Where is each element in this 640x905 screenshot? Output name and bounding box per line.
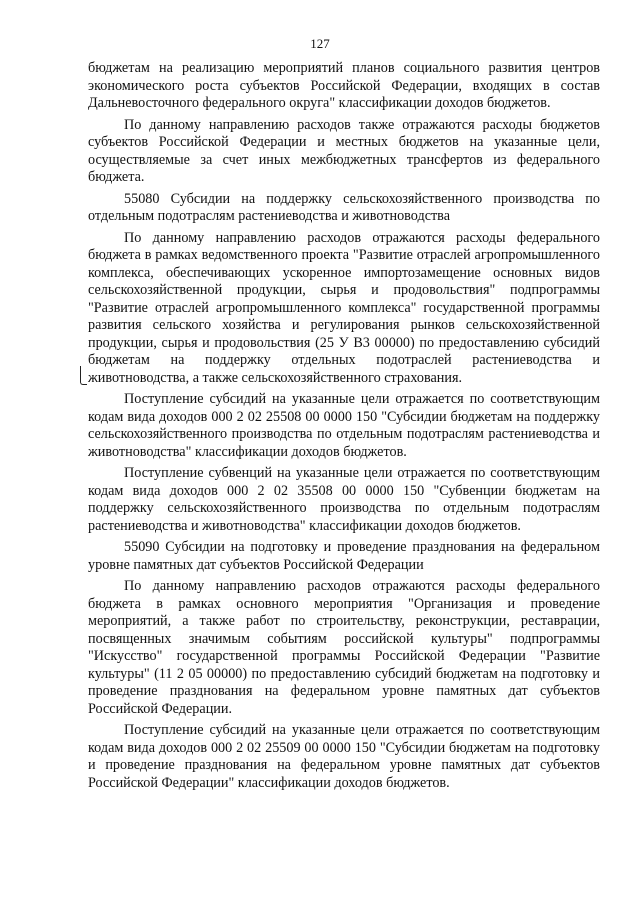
- section-heading-55090: 55090 Субсидии на подготовку и проведение празднования на федеральном уровне памятных дат субъектов Российской Федерации: [88, 539, 600, 573]
- document-body: [88, 60, 600, 796]
- page-number: 127: [310, 36, 330, 51]
- paragraph: По данному направлению расходов отражаются расходы федерального бюджета в рамках ведомственного проекта "Развитие отраслей агропромышленного комплекса, обеспечивающих ускоренное импортозамещение основных видов сельскохозяйственной продукции, сырья и продовольствия" подпрограммы "Развитие отраслей агропромышленного комплекса" государственной программы развития сельского хозяйства и регулирования рынков сельскохозяйственной продукции, сырья и продовольствия (25 У В3 00000) по предоставлению субсидий бюджетам на поддержку отдельных подотраслей растениеводства и животноводства, а также сельскохозяйственного страхования.: [88, 229, 600, 386]
- paragraph: По данному направлению расходов также отражаются расходы бюджетов субъектов Российской Федерации и местных бюджетов на указанные цели, осуществляемые за счет иных межбюджетных трансфертов из федерального бюджета.: [88, 116, 600, 185]
- paragraph: Поступление субсидий на указанные цели отражается по соответствующим кодам вида доходов 000 2 02 25509 00 0000 150 "Субсидии бюджетам на подготовку и проведение празднования на федеральном уровне памятных дат субъектов Российской Федерации" классификации доходов бюджетов.: [88, 722, 600, 791]
- paragraph: Поступление субсидий на указанные цели отражается по соответствующим кодам вида доходов 000 2 02 25508 00 0000 150 "Субсидии бюджетам на поддержку сельскохозяйственного производства по отдельным подотраслям растениеводства и животноводства" классификации доходов бюджетов.: [88, 391, 600, 460]
- section-heading-55080: 55080 Субсидии на поддержку сельскохозяйственного производства по отдельным подотраслям растениеводства и животноводства: [88, 190, 600, 224]
- margin-bracket-mark: [80, 366, 87, 385]
- paragraph: По данному направлению расходов отражаются расходы федерального бюджета в рамках основного мероприятия "Организация и проведение мероприятий, а также работ по строительству, реконструкции, реставрации, посвященных значимым событиям российской культуры" подпрограммы "Искусство" государственной программы Российской Федерации "Развитие культуры" (11 2 05 00000) по предоставлению субсидий бюджетам на подготовку и проведение празднования на федеральном уровне памятных дат субъектов Российской Федерации.: [88, 578, 600, 717]
- paragraph: Поступление субвенций на указанные цели отражается по соответствующим кодам вида доходов 000 2 02 35508 00 0000 150 "Субвенции бюджетам на поддержку сельскохозяйственного производства по отдельным подотраслям растениеводства и животноводства" классификации доходов бюджетов.: [88, 465, 600, 534]
- paragraph-continuation: бюджетам на реализацию мероприятий планов социального развития центров экономического роста субъектов Российской Федерации, входящих в состав Дальневосточного федерального округа" классификации доходов бюджетов.: [88, 60, 600, 111]
